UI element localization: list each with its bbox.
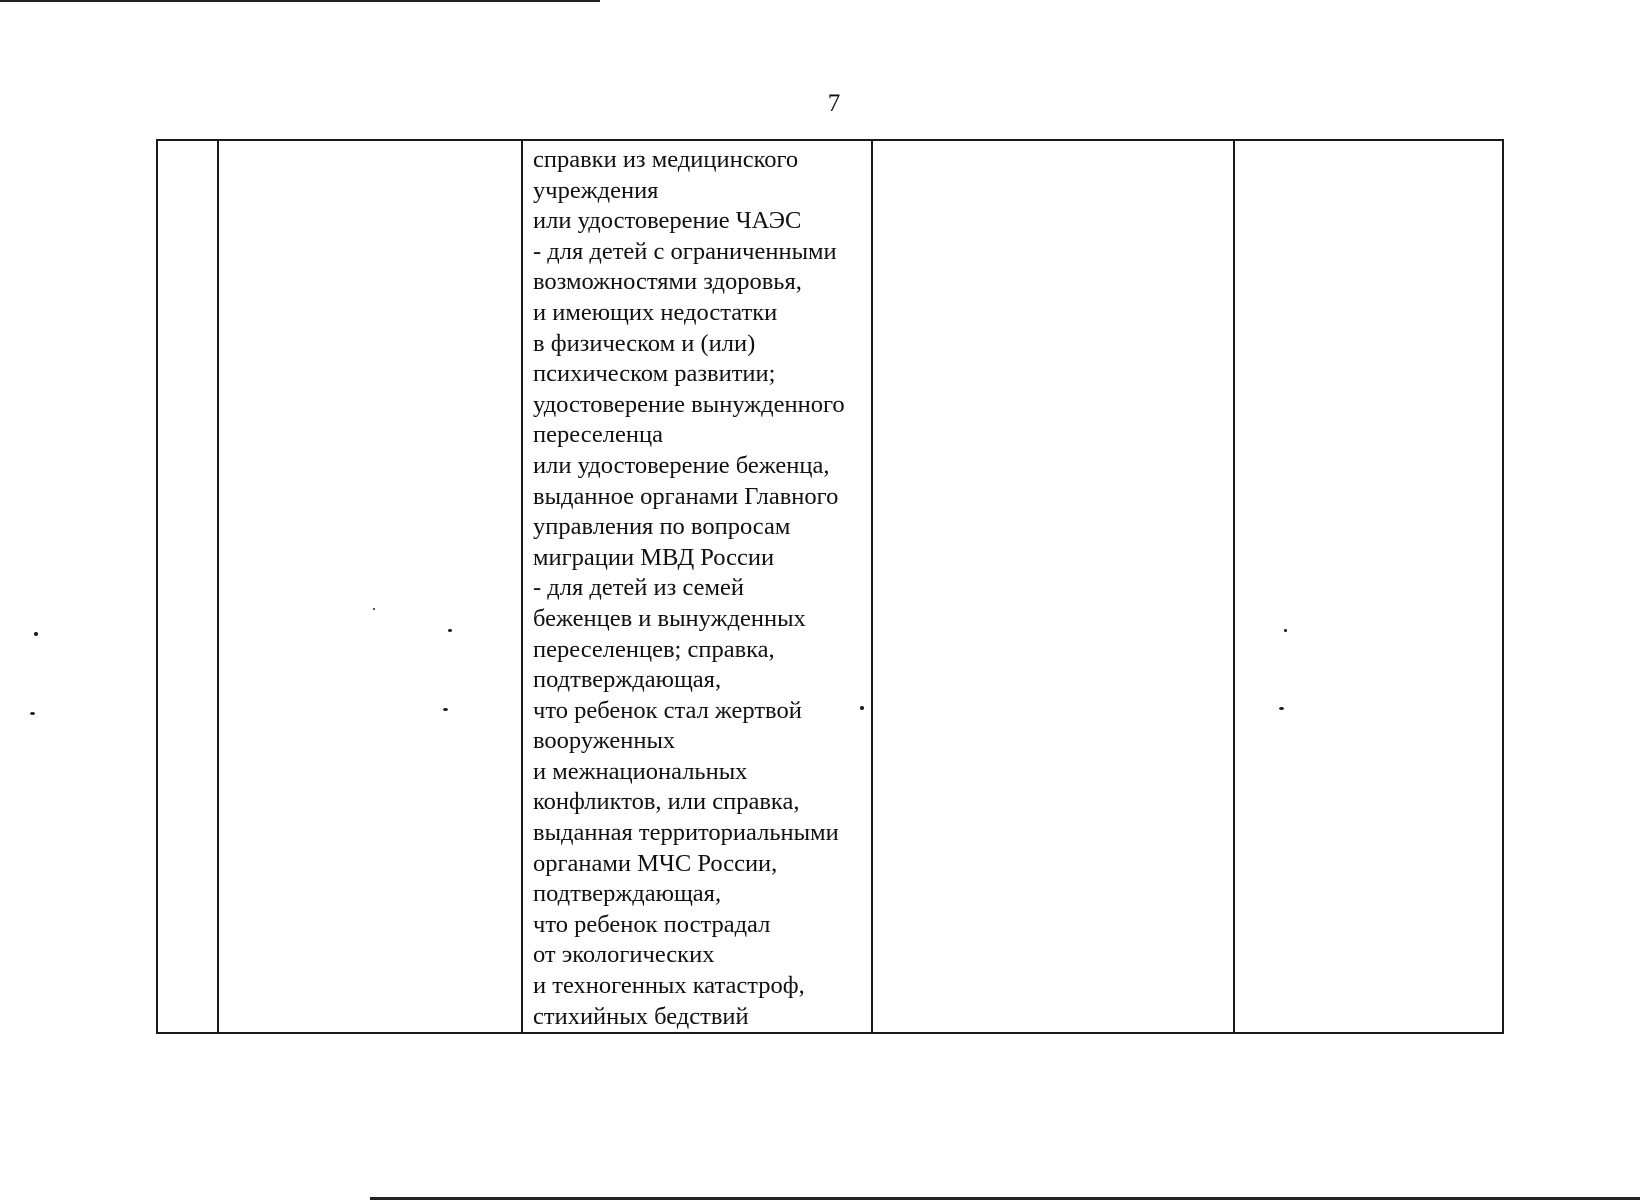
- documents-line: возможностями здоровья,: [533, 268, 802, 296]
- scan-speck: [30, 712, 35, 715]
- scan-speck: [1284, 629, 1287, 632]
- documents-line: органами МЧС России,: [533, 849, 778, 877]
- documents-line: конфликтов, или справка,: [533, 788, 800, 816]
- documents-line: переселенца: [533, 421, 663, 449]
- documents-line: миграции МВД России: [533, 543, 775, 571]
- documents-line: учреждения: [533, 176, 659, 204]
- scan-speck: [448, 629, 452, 632]
- documents-line: справки из медицинского: [533, 146, 799, 173]
- documents-line: вооруженных: [533, 727, 676, 755]
- documents-cell: [522, 140, 872, 1033]
- documents-line: и межнациональных: [533, 757, 748, 785]
- scan-edge-top: [0, 0, 600, 2]
- documents-line: от экологических: [533, 941, 715, 969]
- scan-speck: [860, 706, 864, 710]
- documents-line: что ребенок стал жертвой: [533, 696, 802, 724]
- documents-line: удостоверение вынужденного: [533, 390, 845, 418]
- documents-line: подтверждающая,: [533, 880, 722, 908]
- documents-line: беженцев и вынужденных: [533, 604, 806, 632]
- documents-line: и техногенных катастроф,: [533, 972, 805, 1000]
- documents-line: или удостоверение ЧАЭС: [533, 207, 802, 235]
- scan-speck: [443, 708, 448, 711]
- documents-line: управления по вопросам: [533, 513, 791, 541]
- number-cell: [157, 140, 218, 1033]
- scan-speck: [373, 608, 375, 610]
- documents-line: стихийных бедствий: [533, 1002, 749, 1030]
- documents-line: или удостоверение беженца,: [533, 451, 830, 479]
- table-row: [157, 140, 1503, 1033]
- notes-cell: [1234, 140, 1503, 1033]
- documents-line: что ребенок пострадал: [533, 910, 771, 938]
- document-table: [156, 139, 1504, 1034]
- documents-line: переселенцев; справка,: [533, 635, 775, 663]
- documents-line: психическом развитии;: [533, 360, 776, 388]
- documents-line: выданная территориальными: [533, 819, 839, 847]
- documents-line: - для детей с ограниченными: [533, 237, 837, 265]
- documents-text: [523, 141, 871, 1032]
- documents-line: в физическом и (или): [533, 329, 756, 357]
- documents-line: и имеющих недостатки: [533, 298, 778, 326]
- page-number: 7: [827, 90, 841, 117]
- deadline-cell: [872, 140, 1234, 1033]
- scan-speck: [34, 632, 38, 636]
- category-cell: [218, 140, 522, 1033]
- documents-line: - для детей из семей: [533, 574, 744, 602]
- documents-line: выданное органами Главного: [533, 482, 839, 510]
- documents-line: подтверждающая,: [533, 666, 722, 694]
- scan-speck: [1279, 707, 1284, 710]
